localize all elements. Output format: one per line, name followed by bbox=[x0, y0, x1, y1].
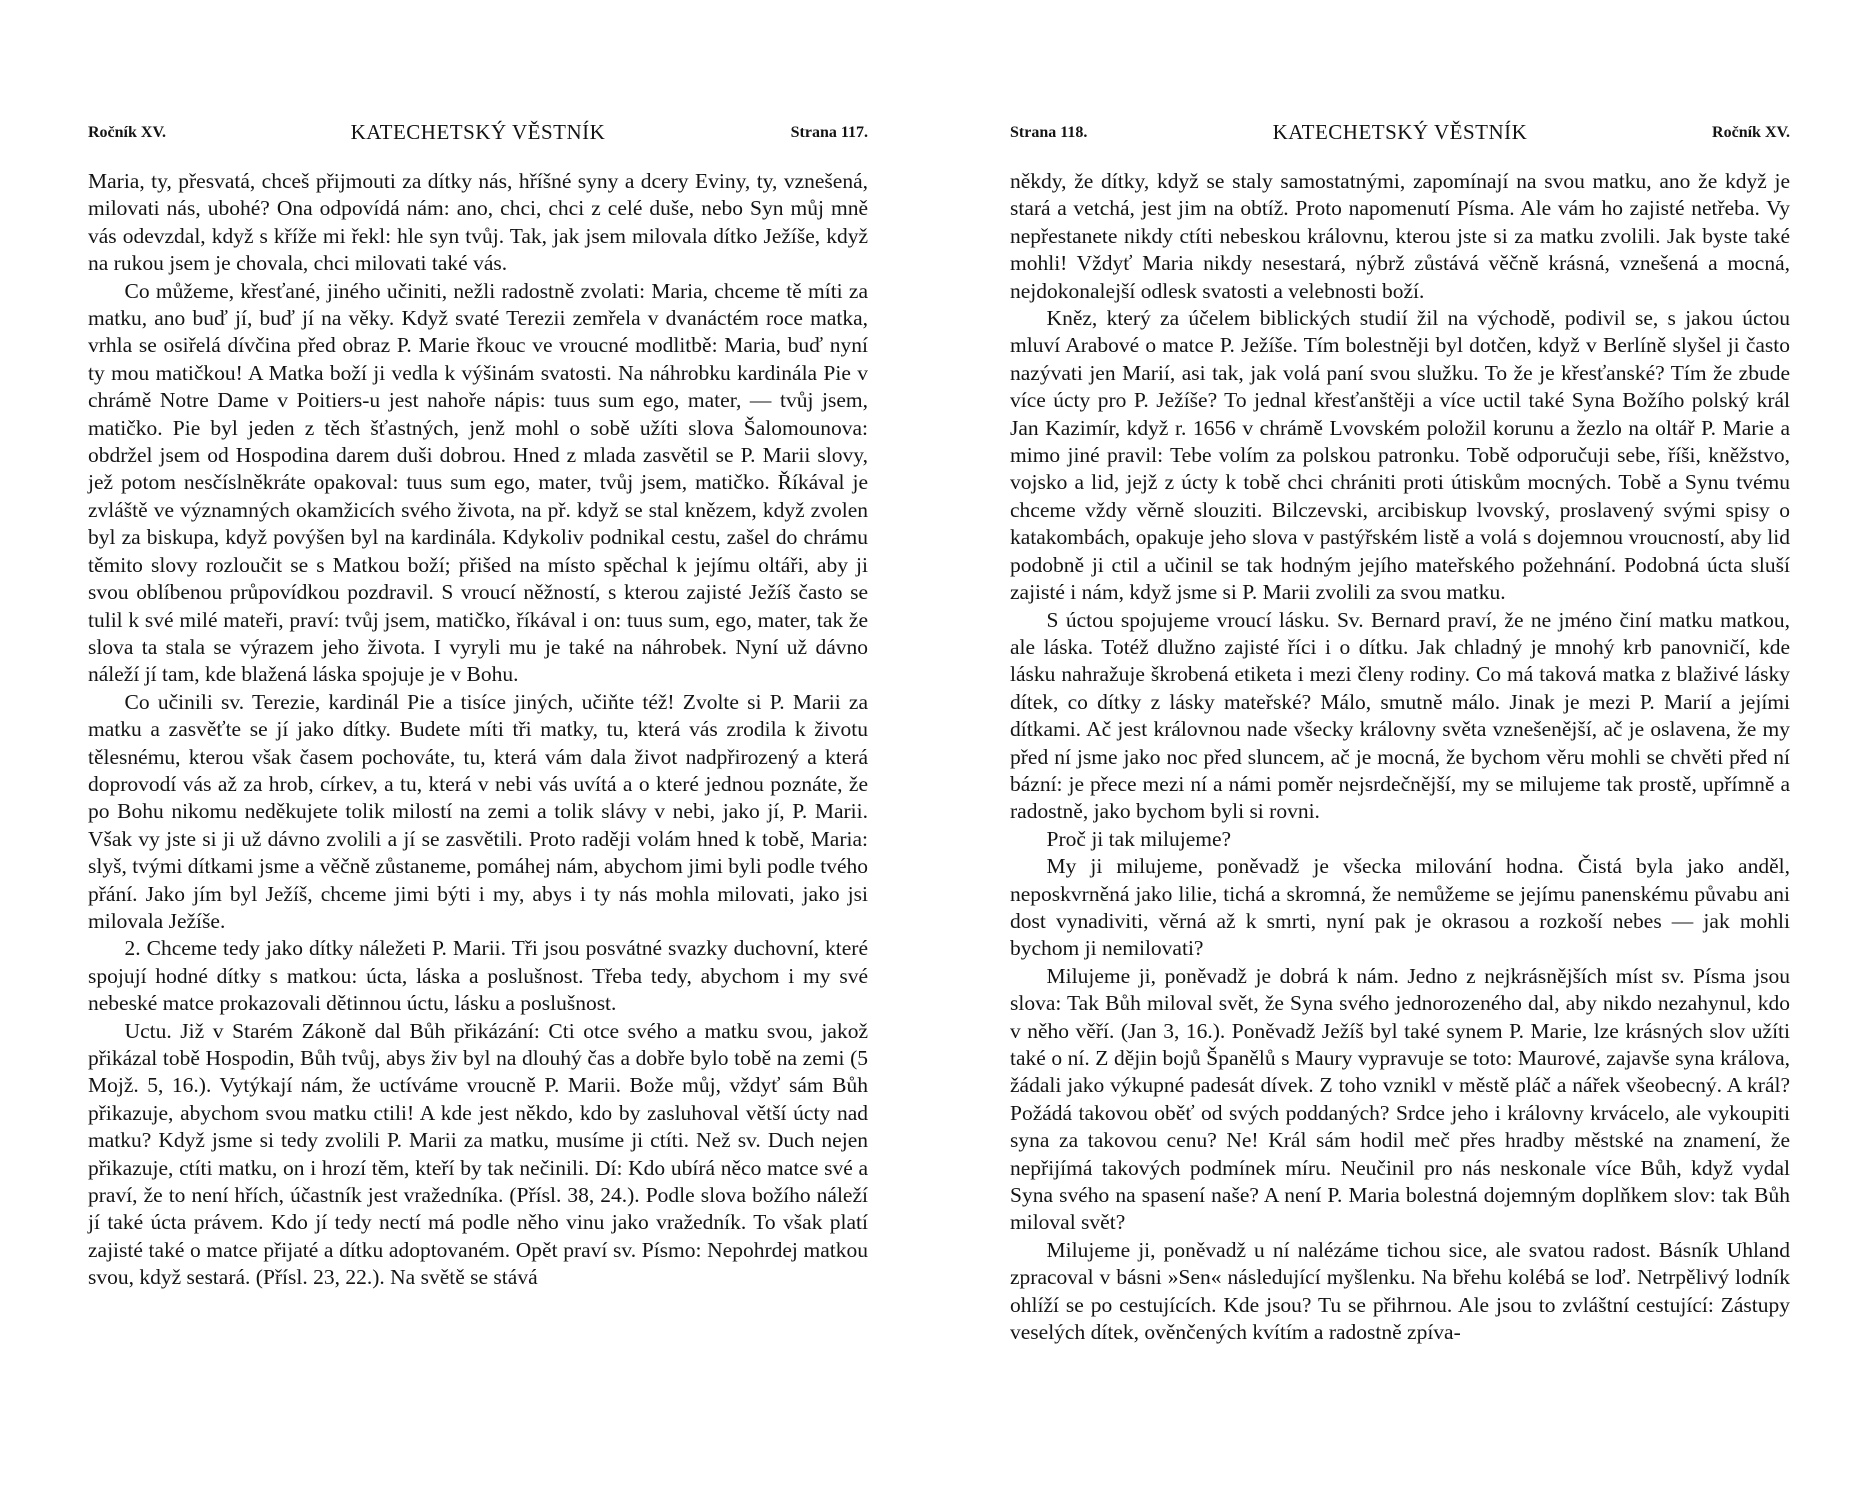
right-paragraph: My ji milujeme, poněvadž je všecka milování hodna. Čistá byla jako anděl, neposkvrněná jako lilie, tichá a skromná, že nemůžeme se jejímu panenskému půvabu ani dost vynadiviti, věrná až k smrti, nyní pak je okrasou a rozkoší nebes — jak mohli bychom ji nemilovati? bbox=[1010, 854, 1790, 961]
right-paragraph: S úctou spojujeme vroucí lásku. Sv. Bernard praví, že ne jméno činí matku matkou, ale láska. Totéž dlužno zajisté říci i o dítku. Jak chladný je mnohý krb panovnic̆í, kde lásku nahražuje škrobená etiketa i mezi členy rodiny. Co má taková matka z blaživé lásky dítek, co dítky z lásky mateřské? Málo, smutně málo. Jinak je mezi P. Marií a jejími dítkami. Ač jest královnou nade všecky královny světa vznešenější, ač je oslavena, že my před ní jsme jako noc před sluncem, ač je mocná, že bychom věru mohli se chvěti před ní bázní: je přece mezi ní a námi poměr nejsrdečnější, my se milujeme tak prostě, upřímně a radostně, jako bychom byli si rovni. bbox=[1010, 607, 1790, 824]
left-paragraph: Uctu. Již v Starém Zákoně dal Bůh přikázání: Cti otce svého a matku svou, jakož přikázal tobě Hospodin, Bůh tvůj, abys živ byl na dlouhý čas a dobře bylo tobě na zemi (5 Mojž. 5, 16.). Vytýkají nám, že uctíváme vroucně P. Marii. Bože můj, vždyť sám Bůh přikazuje, abychom svou matku ctili! A kde jest někdo, kdo by zasluhoval větší úcty nad matku? Když jsme si tedy zvolili P. Marii za matku, musíme ji ctíti. Než sv. Duch nejen přikazuje, ctíti matku, on i hrozí těm, kteří by tak nečinili. Dí: Kdo ubírá něco matce své a praví, že to není hřích, účastník jest vražedníka. (Přísl. 38, 24.). Podle slova božího náleží jí také úcta právem. Kdo jí tedy nectí má podle něho vinu jako vražedník. To však platí zajisté také o matce přijaté a dítku adoptovaném. Opět praví sv. Písmo: Nepohrdej matkou svou, když sestará. (Přísl. 23, 22.). Na světě se stává bbox=[88, 1018, 868, 1290]
left-running-head bbox=[88, 118, 868, 148]
left-paragraph: 2. Chceme tedy jako dítky náležeti P. Marii. Tři jsou posvátné svazky duchovní, které spojují hodné dítky s matkou: úcta, láska a poslušnost. Třeba tedy, abychom i my své nebeské matce prokazovali dětinnou úctu, lásku a poslušnost. bbox=[88, 936, 868, 1016]
right-paragraph: Milujeme ji, poněvadž u ní nalézáme tichou sice, ale svatou radost. Básník Uhland zpracoval v básni »Sen« následující myšlenku. Na břehu kolébá se loď. Netrpělivý lodník ohlíží se po cestujících. Kde jsou? Tu se přihrnou. Ale jsou to zvláštní cestující: Zástupy veselých dítek, ověnčených kvítím a radostně zpíva- bbox=[1010, 1237, 1790, 1345]
left-body-text bbox=[88, 168, 868, 1292]
right-page-number: Strana 118. bbox=[1010, 124, 1088, 141]
left-paragraph: Maria, ty, přesvatá, chceš přijmouti za dítky nás, hříšné syny a dcery Eviny, ty, vznešená, milovati nás, ubohé? Ona odpovídá nám: ano, chci, chci z celé duše, nebo Syn můj mně vás odevzdal, když s kříže mi řekl: hle syn tvůj. Tak, jak jsem milovala dítko Ježíše, když na rukou jsem je chovala, chci milovati také vás. bbox=[88, 169, 868, 276]
right-volume-label: Ročník XV. bbox=[1712, 124, 1790, 141]
right-paragraph: někdy, že dítky, když se staly samostatnými, zapomínají na svou matku, ano že když je stará a vetchá, jest jim na obtíž. Proto napomenutí Písma. Ale vám ho zajisté netřeba. Vy nepřestanete nikdy ctíti nebeskou královnu, kterou jste si za matku zvolili. Jak byste také mohli! Vždyť Maria nikdy nesestará, nýbrž zůstává věčně krásná, vznešená a mocná, nejdokonalejší odlesk svatosti a velebnosti boží. bbox=[1010, 169, 1790, 303]
left-page bbox=[88, 118, 868, 1292]
left-page-number: Strana 117. bbox=[790, 124, 868, 141]
left-paragraph: Co učinili sv. Terezie, kardinál Pie a tisíce jiných, učiňte též! Zvolte si P. Marii za matku a zasvěťte se jí jako dítky. Budete míti tři matky, tu, která vás zrodila k životu tělesnému, kterou však časem pochováte, tu, která vám dala život nadpřirozený a která doprovodí vás až za hrob, církev, a tu, která v nebi vás uvítá a o které jednou poznáte, že po Bohu nikomu neděkujete tolik milostí na zemi a tolik slávy v nebi, jako jí, P. Marii. Však vy jste si ji už dávno zvolili a jí se zasvětili. Proto raději volám hned k tobě, Maria: slyš, tvými dítkami jsme a věčně zůstaneme, pomáhej nám, abychom jimi byli podle tvého přání. Jako jím byl Ježíš, chceme jimi býti i my, abys i ty nás mohla milovati, jako jsi milovala Ježíše. bbox=[88, 689, 868, 933]
left-paragraph: Co můžeme, křesťané, jiného učiniti, nežli radostně zvolati: Maria, chceme tě míti za matku, ano buď jí, buď jí na věky. Když svaté Terezii zemřela v dvanáctém roce matka, vrhla se osiřelá dívčina před obraz P. Marie řkouc ve vroucné modlitbě: Maria, buď nyní ty mou matičkou! A Matka boží ji vedla k výšinám svatosti. Na náhrobku kardinála Pie v chrámě Notre Dame v Poitiers-u jest nahoře nápis: tuus sum ego, mater, — tvůj jsem, matičko. Pie byl jeden z těch šťastných, jenž mohl o sobě užíti slova Šalomounova: obdržel jsem od Hospodina darem duši dobrou. Hned z mlada zasvětil se P. Marii slovy, jež potom nesčíslněkráte opakoval: tuus sum ego, mater, tvůj jsem, matičko. Říkával je zvláště ve významných okamžicích svého života, na př. když se stal knězem, když zvolen byl za biskupa, když povýšen byl na kardinála. Kdykoliv podnikal cestu, zašel do chrámu těmito slovy rozloučit se s Matkou boží; přišed na místo spěchal k jejímu oltáři, aby ji svou oblíbenou průpovídkou pozdravil. S vroucí něžností, s kterou zajisté Ježíš často se tulil k své milé mateři, praví: tvůj jsem, matičko, říkával i on: tuus sum, ego, mater, tak že slova ta stala se výrazem jeho života. I vyryli mu je také na náhrobek. Nyní už dávno náleží jí tam, kde blažená láska spojuje je v Bohu. bbox=[88, 278, 868, 687]
right-journal-title: KATECHETSKÝ VĚSTNÍK bbox=[1272, 120, 1528, 144]
right-paragraph: Kněz, který za účelem biblických studií žil na východě, podivil se, s jakou úctou mluví Arabové o matce P. Ježíše. Tím bolestněji byl dotčen, když v Berlíně slyšel ji často nazývati jen Marií, asi tak, jak volá paní svou služku. To že je křesťanské? Tím že zbude více úcty pro P. Ježíše? To jednal křesťanštěji a více uctil také Syna Božího polský král Jan Kazimír, když r. 1656 v chrámě Lvovském položil korunu a žezlo na oltář P. Marie a mimo jiné pravil: Tebe volím za polskou patronku. Tobě odporučuji sebe, říši, kněžstvo, vojsko a lid, jejž z úcty k tobě chci chrániti proti útiskům mocných. Tobě a Synu tvému chceme vždy věrně slouziti. Bilczevski, arcibiskup lvovský, proslavený svými spisy o katakombách, opakuje jeho slova v pastýřském listě a volá s dojemnou vroucností, aby lid podobně ji ctil a učinil se tak hodným jejího mateřského požehnání. Podobná úcta sluší zajisté i nám, když jsme si P. Marii zvolili za svou matku. bbox=[1010, 306, 1790, 605]
left-volume-label: Ročník XV. bbox=[88, 124, 166, 141]
right-page bbox=[1010, 118, 1790, 1346]
left-journal-title: KATECHETSKÝ VĚSTNÍK bbox=[350, 120, 606, 144]
right-running-head bbox=[1010, 118, 1790, 148]
right-paragraph: Milujeme ji, poněvadž je dobrá k nám. Jedno z nejkrásnějších míst sv. Písma jsou slova: Tak Bůh miloval svět, že Syna svého jednorozeného dal, aby nikdo nezahynul, kdo v něho věří. (Jan 3, 16.). Poněvadž Ježíš byl také synem P. Marie, lze krásných slov užíti také o ní. Z dějin bojů Španělů s Maury vypravuje se toto: Maurové, zajavše syna králova, žádali jako výkupné padesát dívek. Z toho vznikl v městě pláč a nářek všeobecný. A král? Požádá takovou oběť od svých poddaných? Srdce jeho i královny krvácelo, ale vykoupiti syna za takovou cenu? Ne! Král sám hodil meč přes hradby městské na znamení, že nepřijímá takových podmínek míru. Neučinil pro nás neskonale více Bůh, když vydal Syna svého na spasení naše? A není P. Maria bolestná dojemným doplňkem slov: tak Bůh miloval svět? bbox=[1010, 963, 1790, 1235]
right-body-text bbox=[1010, 168, 1790, 1346]
right-paragraph: Proč ji tak milujeme? bbox=[1046, 826, 1232, 851]
